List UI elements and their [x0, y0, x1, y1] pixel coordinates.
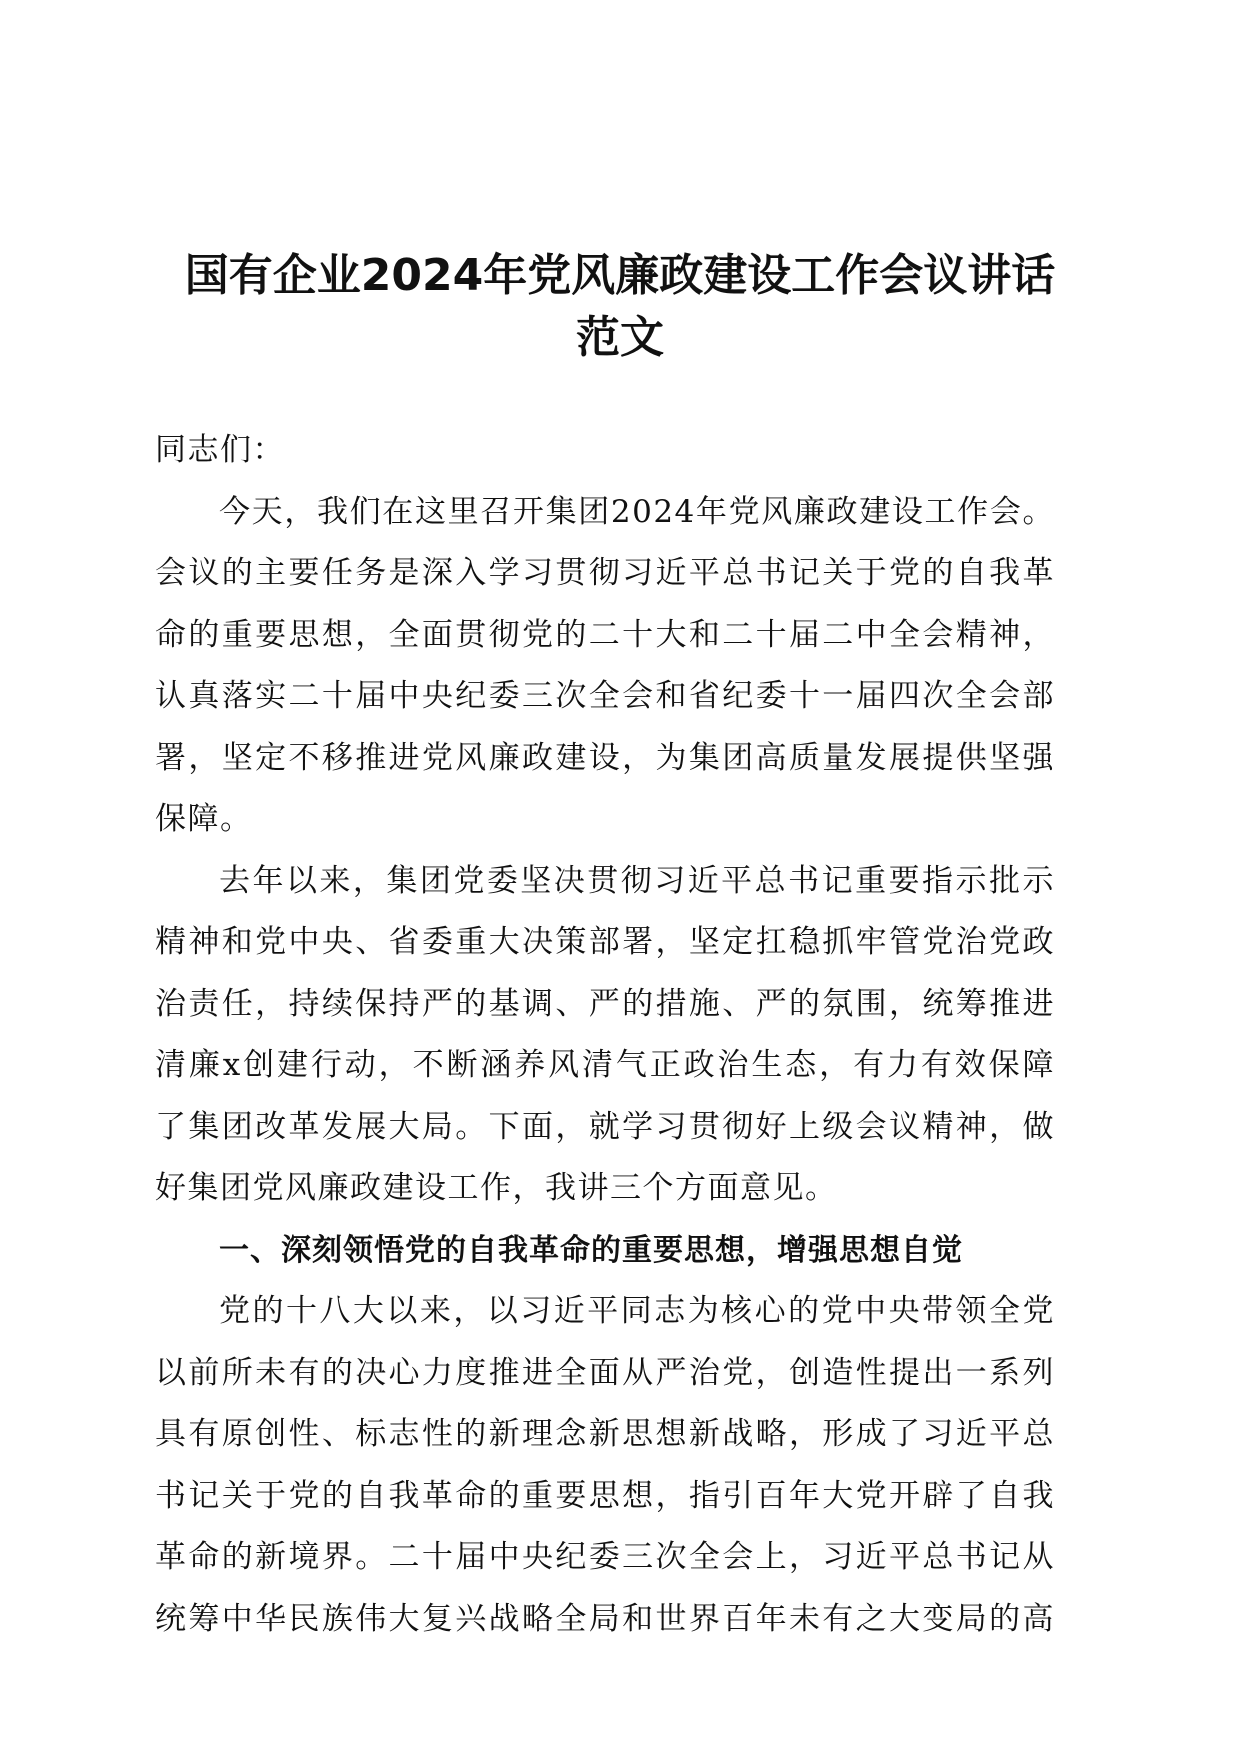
body-text-line: 统筹中华民族伟大复兴战略全局和世界百年未有之大变局的高 [155, 1600, 1055, 1637]
body-text-line: 去年以来，集团党委坚决贯彻习近平总书记重要指示批示 [219, 862, 1055, 899]
body-text-line: 命的重要思想，全面贯彻党的二十大和二十届二中全会精神， [155, 616, 1055, 653]
body-text-line: 认真落实二十届中央纪委三次全会和省纪委十一届四次全会部 [155, 678, 1055, 714]
body-text-line: 好集团党风廉政建设工作，我讲三个方面意见。 [155, 1170, 838, 1206]
body-lines [155, 482, 1055, 1651]
body-text-line: 清廉x创建行动，不断涵养风清气正政治生态，有力有效保障 [155, 1047, 1055, 1083]
body-text-line: 治责任，持续保持严的基调、严的措施、严的氛围，统筹推进 [155, 985, 1055, 1022]
body-text-line: 具有原创性、标志性的新理念新思想新战略，形成了习近平总 [155, 1416, 1055, 1452]
body-text-line: 以前所未有的决心力度推进全面从严治党，创造性提出一系列 [155, 1354, 1055, 1391]
section-heading: 一、深刻领悟党的自我革命的重要思想，增强思想自觉 [219, 1232, 963, 1268]
title-line-1: 国有企业2024年党风廉政建设工作会议讲话 [184, 250, 1056, 301]
body-text-line: 革命的新境界。二十届中央纪委三次全会上，习近平总书记从 [155, 1539, 1055, 1575]
document-body [155, 420, 1055, 1650]
body-text-line: 保障。 [155, 801, 253, 837]
title-line-2: 范文 [576, 312, 664, 363]
greeting: 同志们： [155, 432, 285, 468]
document-title [120, 245, 1120, 369]
body-text-line: 会议的主要任务是深入学习贯彻习近平总书记关于党的自我革 [155, 555, 1055, 591]
body-text-line: 精神和党中央、省委重大决策部署，坚定扛稳抓牢管党治党政 [155, 924, 1055, 960]
body-text-line: 书记关于党的自我革命的重要思想，指引百年大党开辟了自我 [155, 1477, 1055, 1514]
body-text-line: 署，坚定不移推进党风廉政建设，为集团高质量发展提供坚强 [155, 739, 1055, 776]
body-text-line: 了集团改革发展大局。下面，就学习贯彻好上级会议精神，做 [155, 1108, 1055, 1145]
body-text-line: 今天，我们在这里召开集团2024年党风廉政建设工作会。 [219, 493, 1055, 530]
body-text-line: 党的十八大以来，以习近平同志为核心的党中央带领全党 [219, 1293, 1055, 1329]
